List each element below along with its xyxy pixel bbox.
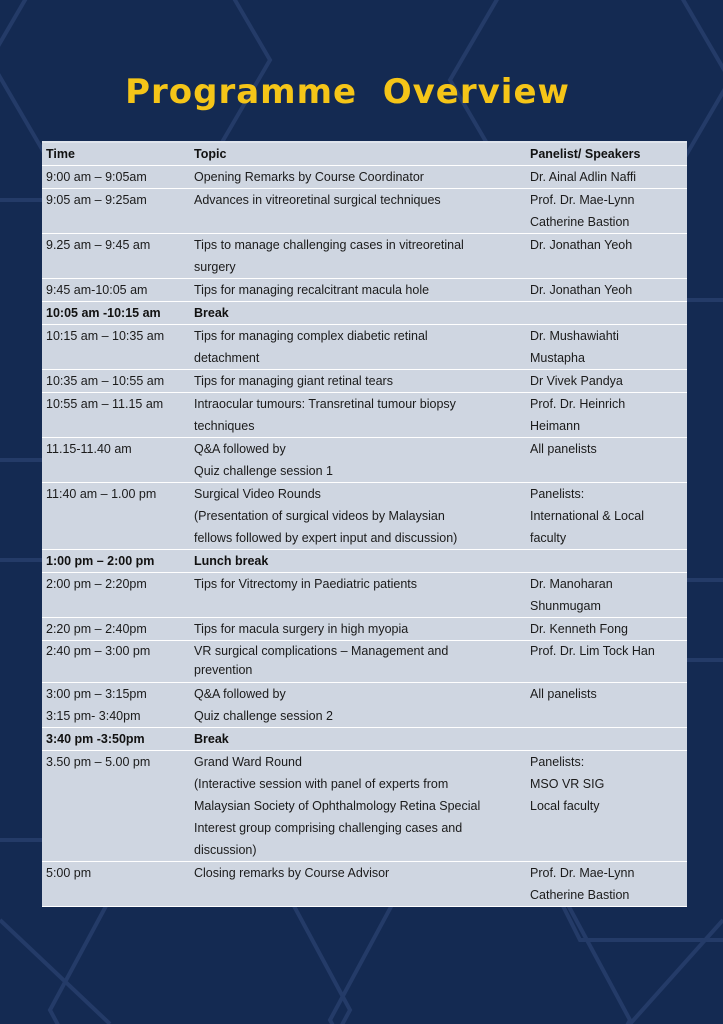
topic-line: Closing remarks by Course Advisor [194, 866, 390, 880]
cell-topic [190, 189, 526, 234]
speakers-line: Prof. Dr. Mae-Lynn [530, 866, 635, 880]
speakers-line [530, 728, 683, 750]
cell-speakers [526, 683, 687, 728]
table-row [42, 683, 687, 728]
speakers-line: Dr. Kenneth Fong [530, 622, 628, 636]
table-body [42, 166, 687, 907]
table-row [42, 393, 687, 438]
cell-topic [190, 234, 526, 279]
time-line: 3:40 pm -3:50pm [46, 732, 145, 746]
cell-speakers [526, 234, 687, 279]
speakers-line: Panelists: [530, 487, 585, 501]
time-line: 3:00 pm – 3:15pm [46, 687, 147, 701]
table-row [42, 279, 687, 302]
table-row [42, 862, 687, 907]
time-line: 9:45 am-10:05 am [46, 283, 148, 297]
cell-time [42, 370, 190, 393]
cell-speakers [526, 438, 687, 483]
topic-line: Advances in vitreoretinal surgical techniques [194, 193, 441, 207]
speakers-line: Dr Vivek Pandya [530, 374, 623, 388]
time-line: 9:00 am – 9:05am [46, 170, 147, 184]
time-line: 1:00 pm – 2:00 pm [46, 554, 155, 568]
time-line: 10:05 am -10:15 am [46, 306, 161, 320]
speakers-line [530, 302, 683, 324]
cell-speakers [526, 483, 687, 550]
time-line: 10:55 am – 11.15 am [46, 397, 164, 411]
cell-speakers [526, 325, 687, 370]
topic-line: Break [194, 306, 229, 320]
cell-time [42, 483, 190, 550]
topic-line: surgery [194, 260, 236, 274]
programme-table [42, 141, 687, 907]
time-line: 11:40 am – 1.00 pm [46, 487, 157, 501]
topic-line: fellows followed by expert input and discussion) [194, 531, 458, 545]
speakers-line: Dr. Ainal Adlin Naffi [530, 170, 637, 184]
cell-topic [190, 393, 526, 438]
speakers-line: faculty [530, 531, 567, 545]
cell-topic [190, 550, 526, 573]
cell-topic [190, 683, 526, 728]
cell-time [42, 862, 190, 907]
cell-time [42, 189, 190, 234]
cell-topic [190, 279, 526, 302]
header-time: Time [42, 143, 190, 166]
table-row [42, 438, 687, 483]
speakers-line: Dr. Jonathan Yeoh [530, 238, 633, 252]
topic-line: detachment [194, 351, 260, 365]
table-row [42, 325, 687, 370]
speakers-line: Panelists: [530, 755, 585, 769]
topic-line: Interest group comprising challenging cases and [194, 821, 463, 835]
speakers-line: Dr. Jonathan Yeoh [530, 283, 633, 297]
speakers-line: International & Local [530, 509, 644, 523]
cell-speakers [526, 641, 687, 683]
cell-time [42, 683, 190, 728]
table-row [42, 302, 687, 325]
cell-topic [190, 370, 526, 393]
speakers-line: Catherine Bastion [530, 888, 630, 902]
cell-topic [190, 728, 526, 751]
speakers-line: Prof. Dr. Lim Tock Han [530, 644, 655, 658]
time-line: 5:00 pm [46, 866, 92, 880]
table-row [42, 728, 687, 751]
time-line: 10:15 am – 10:35 am [46, 329, 165, 343]
cell-topic [190, 438, 526, 483]
cell-topic [190, 618, 526, 641]
cell-time [42, 641, 190, 683]
cell-time [42, 550, 190, 573]
table-row [42, 618, 687, 641]
topic-line: Opening Remarks by Course Coordinator [194, 170, 424, 184]
cell-time [42, 751, 190, 862]
topic-line: (Interactive session with panel of experts from [194, 777, 449, 791]
topic-line: Tips for managing complex diabetic retinal [194, 329, 428, 343]
topic-line: Q&A followed by [194, 687, 286, 701]
header-speakers: Panelist/ Speakers [526, 143, 687, 166]
speakers-line: Prof. Dr. Heinrich [530, 397, 626, 411]
table-row [42, 234, 687, 279]
speakers-line: Mustapha [530, 351, 585, 365]
topic-line: discussion) [194, 843, 257, 857]
table-row [42, 573, 687, 618]
topic-line: Quiz challenge session 1 [194, 464, 333, 478]
table-row [42, 751, 687, 862]
header-topic: Topic [190, 143, 526, 166]
time-line: 2:20 pm – 2:40pm [46, 622, 147, 636]
cell-time [42, 573, 190, 618]
topic-line: Quiz challenge session 2 [194, 709, 333, 723]
cell-speakers [526, 279, 687, 302]
speakers-line: All panelists [530, 687, 597, 701]
cell-speakers [526, 166, 687, 189]
cell-time [42, 728, 190, 751]
topic-line: Surgical Video Rounds [194, 487, 321, 501]
cell-topic [190, 325, 526, 370]
cell-speakers [526, 550, 687, 573]
cell-speakers [526, 862, 687, 907]
speakers-line: MSO VR SIG [530, 777, 605, 791]
table-row [42, 641, 687, 683]
speakers-line: Shunmugam [530, 599, 601, 613]
topic-line: (Presentation of surgical videos by Malaysian [194, 509, 445, 523]
speakers-line [530, 550, 683, 572]
cell-time [42, 618, 190, 641]
cell-speakers [526, 728, 687, 751]
table-row [42, 166, 687, 189]
cell-time [42, 279, 190, 302]
topic-line: Malaysian Society of Ophthalmology Retina Special [194, 799, 481, 813]
cell-time [42, 438, 190, 483]
cell-topic [190, 302, 526, 325]
cell-time [42, 234, 190, 279]
table-row [42, 189, 687, 234]
speakers-line: Dr. Mushawiahti [530, 329, 619, 343]
topic-line: Tips for macula surgery in high myopia [194, 622, 409, 636]
table-row [42, 550, 687, 573]
table-row [42, 370, 687, 393]
topic-line: Grand Ward Round [194, 755, 302, 769]
topic-line: Tips for managing recalcitrant macula hole [194, 283, 430, 297]
cell-time [42, 166, 190, 189]
speakers-line: Catherine Bastion [530, 215, 630, 229]
cell-time [42, 393, 190, 438]
topic-line: Tips to manage challenging cases in vitreoretinal [194, 238, 464, 252]
topic-line: prevention [194, 663, 253, 677]
table-row [42, 483, 687, 550]
cell-speakers [526, 618, 687, 641]
topic-line: Q&A followed by [194, 442, 286, 456]
cell-topic [190, 573, 526, 618]
time-line: 9:05 am – 9:25am [46, 193, 147, 207]
page-title: Programme Overview [125, 72, 570, 112]
topic-line: Tips for Vitrectomy in Paediatric patients [194, 577, 418, 591]
topic-line: techniques [194, 419, 255, 433]
cell-topic [190, 483, 526, 550]
cell-time [42, 302, 190, 325]
cell-speakers [526, 370, 687, 393]
time-line: 10:35 am – 10:55 am [46, 374, 165, 388]
speakers-line: Dr. Manoharan [530, 577, 613, 591]
time-line: 2:00 pm – 2:20pm [46, 577, 147, 591]
topic-line: Break [194, 732, 229, 746]
time-line: 3.50 pm – 5.00 pm [46, 755, 151, 769]
time-line: 2:40 pm – 3:00 pm [46, 644, 151, 658]
time-line: 11.15-11.40 am [46, 442, 132, 456]
cell-topic [190, 641, 526, 683]
topic-line: Intraocular tumours: Transretinal tumour biopsy [194, 397, 456, 411]
topic-line: Tips for managing giant retinal tears [194, 374, 393, 388]
cell-speakers [526, 573, 687, 618]
time-line: 9.25 am – 9:45 am [46, 238, 151, 252]
speakers-line: Heimann [530, 419, 581, 433]
speakers-line: Prof. Dr. Mae-Lynn [530, 193, 635, 207]
time-line: 3:15 pm- 3:40pm [46, 709, 141, 723]
cell-time [42, 325, 190, 370]
cell-speakers [526, 189, 687, 234]
cell-topic [190, 862, 526, 907]
cell-speakers [526, 393, 687, 438]
cell-speakers [526, 751, 687, 862]
table-header-row [42, 143, 687, 166]
speakers-line: Local faculty [530, 799, 600, 813]
cell-topic [190, 751, 526, 862]
cell-topic [190, 166, 526, 189]
cell-speakers [526, 302, 687, 325]
topic-line: Lunch break [194, 554, 269, 568]
speakers-line: All panelists [530, 442, 597, 456]
topic-line: VR surgical complications – Management and [194, 644, 449, 658]
